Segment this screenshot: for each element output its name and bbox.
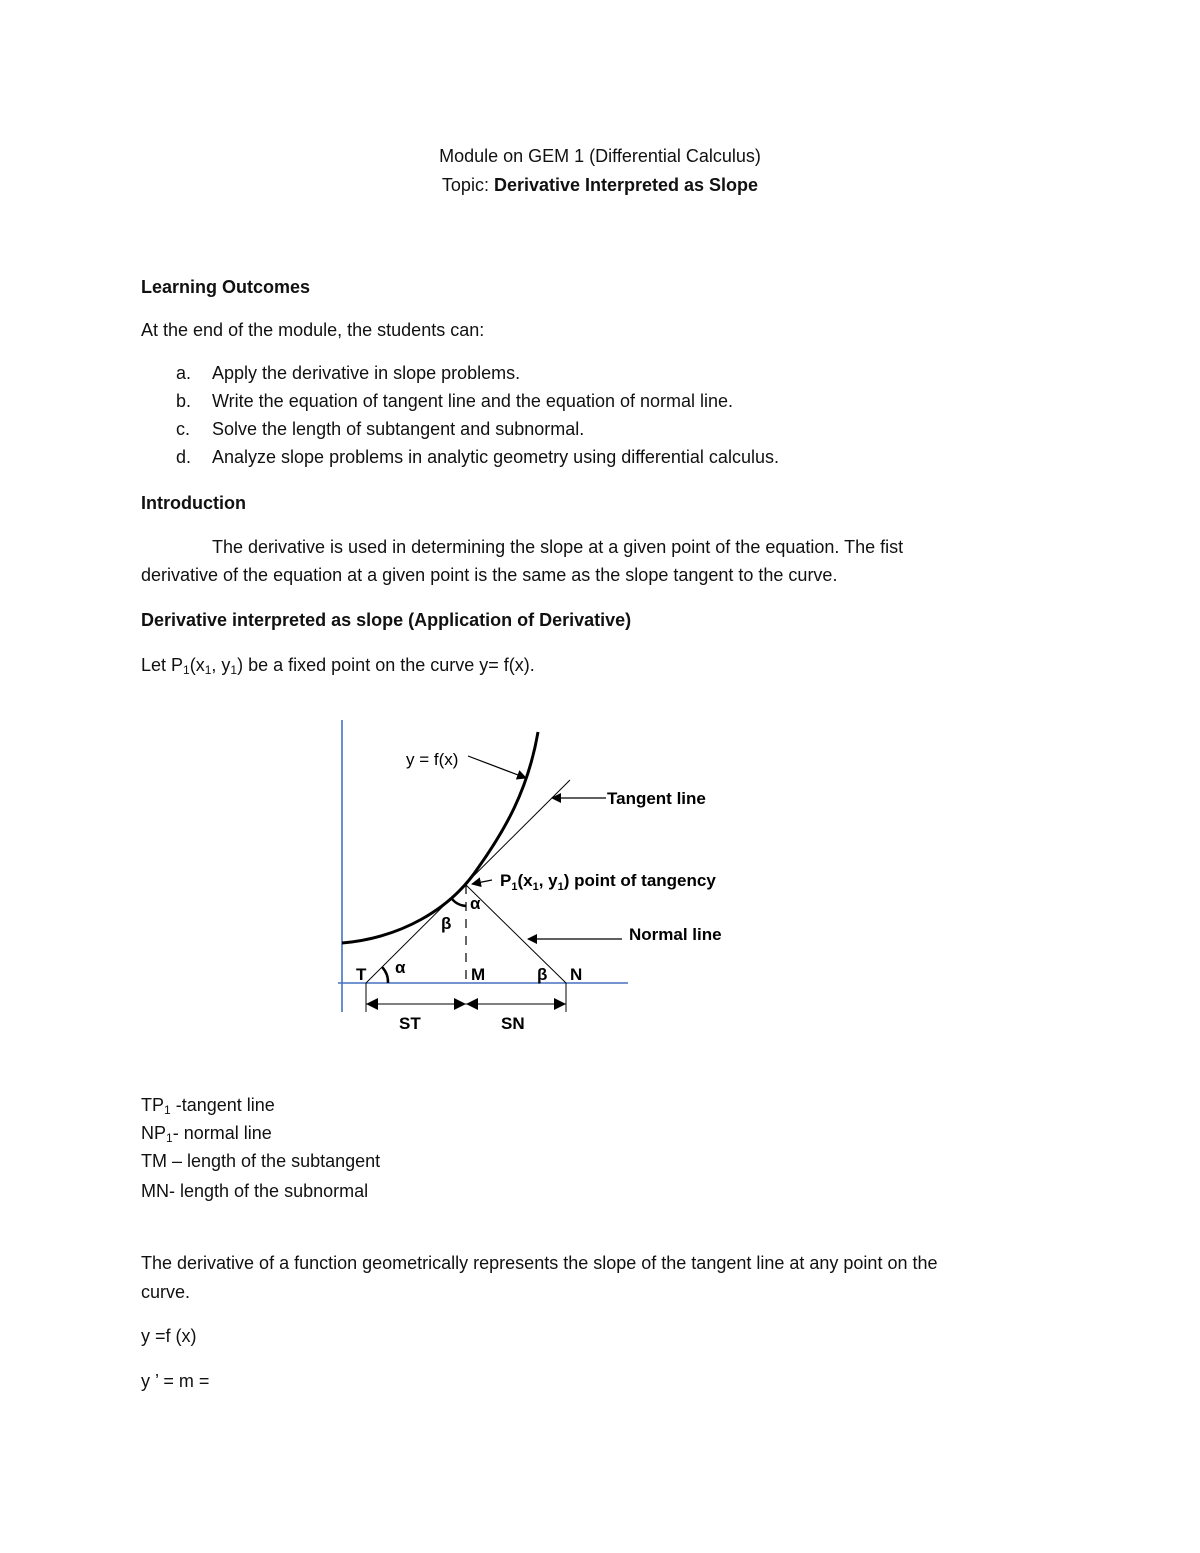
subscript: 1 bbox=[511, 881, 518, 893]
module-title: Module on GEM 1 (Differential Calculus) bbox=[439, 146, 761, 166]
list-item bbox=[0, 447, 1200, 469]
fixed-point-sentence bbox=[141, 654, 535, 676]
topic-value: Derivative Interpreted as Slope bbox=[493, 175, 759, 195]
section-heading: Derivative interpreted as slope (Application of Derivative) bbox=[141, 610, 632, 630]
introduction-line-1: The derivative is used in determining the slope at a given point of the equation. The fist bbox=[212, 537, 904, 557]
definition-prefix: TP bbox=[141, 1095, 165, 1115]
point-label-prefix: P bbox=[500, 871, 512, 890]
subscript: 1 bbox=[183, 663, 190, 677]
definition-suffix: - normal line bbox=[172, 1123, 272, 1143]
point-of-tangency-label bbox=[500, 871, 716, 893]
alpha-label-p1: α bbox=[470, 894, 481, 913]
point-m-label: M bbox=[471, 965, 486, 984]
normal-line-label: Normal line bbox=[629, 925, 722, 944]
st-arrow-left bbox=[366, 998, 378, 1010]
beta-arc-at-p1 bbox=[452, 899, 466, 906]
sn-label: SN bbox=[501, 1014, 525, 1033]
curve-callout-arrow bbox=[468, 756, 526, 778]
point-label-mid: (x bbox=[517, 871, 533, 890]
definition-suffix: -tangent line bbox=[170, 1095, 275, 1115]
list-item-text: Analyze slope problems in analytic geometry using differential calculus. bbox=[212, 447, 779, 467]
equation-y-f-x: y =f (x) bbox=[141, 1326, 197, 1346]
subscript: 1 bbox=[164, 1103, 171, 1117]
definition-subnormal: MN- length of the subnormal bbox=[141, 1181, 369, 1201]
subscript: 1 bbox=[532, 881, 539, 893]
subscript: 1 bbox=[230, 663, 238, 677]
let-mid: (x bbox=[189, 655, 205, 675]
introduction-line-2: derivative of the equation at a given point is the same as the slope tangent to the curve. bbox=[141, 565, 838, 585]
point-t-label: T bbox=[356, 965, 367, 984]
tangent-normal-diagram bbox=[0, 700, 1200, 1050]
list-marker: a. bbox=[176, 363, 192, 383]
alpha-label-t: α bbox=[395, 958, 406, 977]
list-item-text: Apply the derivative in slope problems. bbox=[212, 363, 521, 383]
let-suffix: ) be a fixed point on the curve y= f(x). bbox=[237, 655, 535, 675]
definition-prefix: NP bbox=[141, 1123, 167, 1143]
definition-subtangent: TM – length of the subtangent bbox=[141, 1151, 381, 1171]
beta-label-n: β bbox=[537, 965, 548, 984]
subscript: 1 bbox=[557, 881, 564, 893]
alpha-arc-at-t bbox=[382, 967, 388, 983]
definition-tangent bbox=[141, 1094, 275, 1116]
sn-arrow-left bbox=[466, 998, 478, 1010]
beta-label-p1: β bbox=[441, 914, 452, 933]
list-marker: c. bbox=[176, 419, 191, 439]
closing-line-1: The derivative of a function geometrically represents the slope of the tangent line at any point on the bbox=[141, 1253, 938, 1273]
topic-label: Topic: bbox=[441, 175, 494, 195]
st-label: ST bbox=[399, 1014, 421, 1033]
learning-outcomes-intro: At the end of the module, the students can: bbox=[141, 320, 485, 340]
closing-line-2: curve. bbox=[141, 1282, 191, 1302]
list-item bbox=[0, 363, 1200, 385]
point-callout-arrow bbox=[472, 880, 492, 884]
definition-normal bbox=[141, 1122, 272, 1144]
let-prefix: Let P bbox=[141, 655, 184, 675]
list-marker: d. bbox=[176, 447, 192, 467]
learning-outcomes-heading: Learning Outcomes bbox=[141, 277, 311, 297]
point-n-label: N bbox=[570, 965, 583, 984]
curve-label: y = f(x) bbox=[406, 750, 459, 769]
list-item bbox=[0, 391, 1200, 413]
introduction-heading: Introduction bbox=[141, 493, 246, 513]
point-label-suffix: ) point of tangency bbox=[563, 871, 716, 890]
subscript: 1 bbox=[166, 1131, 173, 1145]
st-arrow-right bbox=[454, 998, 466, 1010]
list-item-text: Write the equation of tangent line and the equation of normal line. bbox=[212, 391, 734, 411]
sn-arrow-right bbox=[554, 998, 566, 1010]
subscript: 1 bbox=[204, 663, 212, 677]
topic-line bbox=[0, 174, 1200, 196]
let-mid: , y bbox=[211, 655, 231, 675]
list-item bbox=[0, 419, 1200, 441]
list-marker: b. bbox=[176, 391, 192, 411]
point-label-mid: , y bbox=[538, 871, 558, 890]
equation-y-prime: y ’ = m = bbox=[141, 1371, 210, 1391]
list-item-text: Solve the length of subtangent and subnormal. bbox=[212, 419, 585, 439]
tangent-line-label: Tangent line bbox=[607, 789, 706, 808]
